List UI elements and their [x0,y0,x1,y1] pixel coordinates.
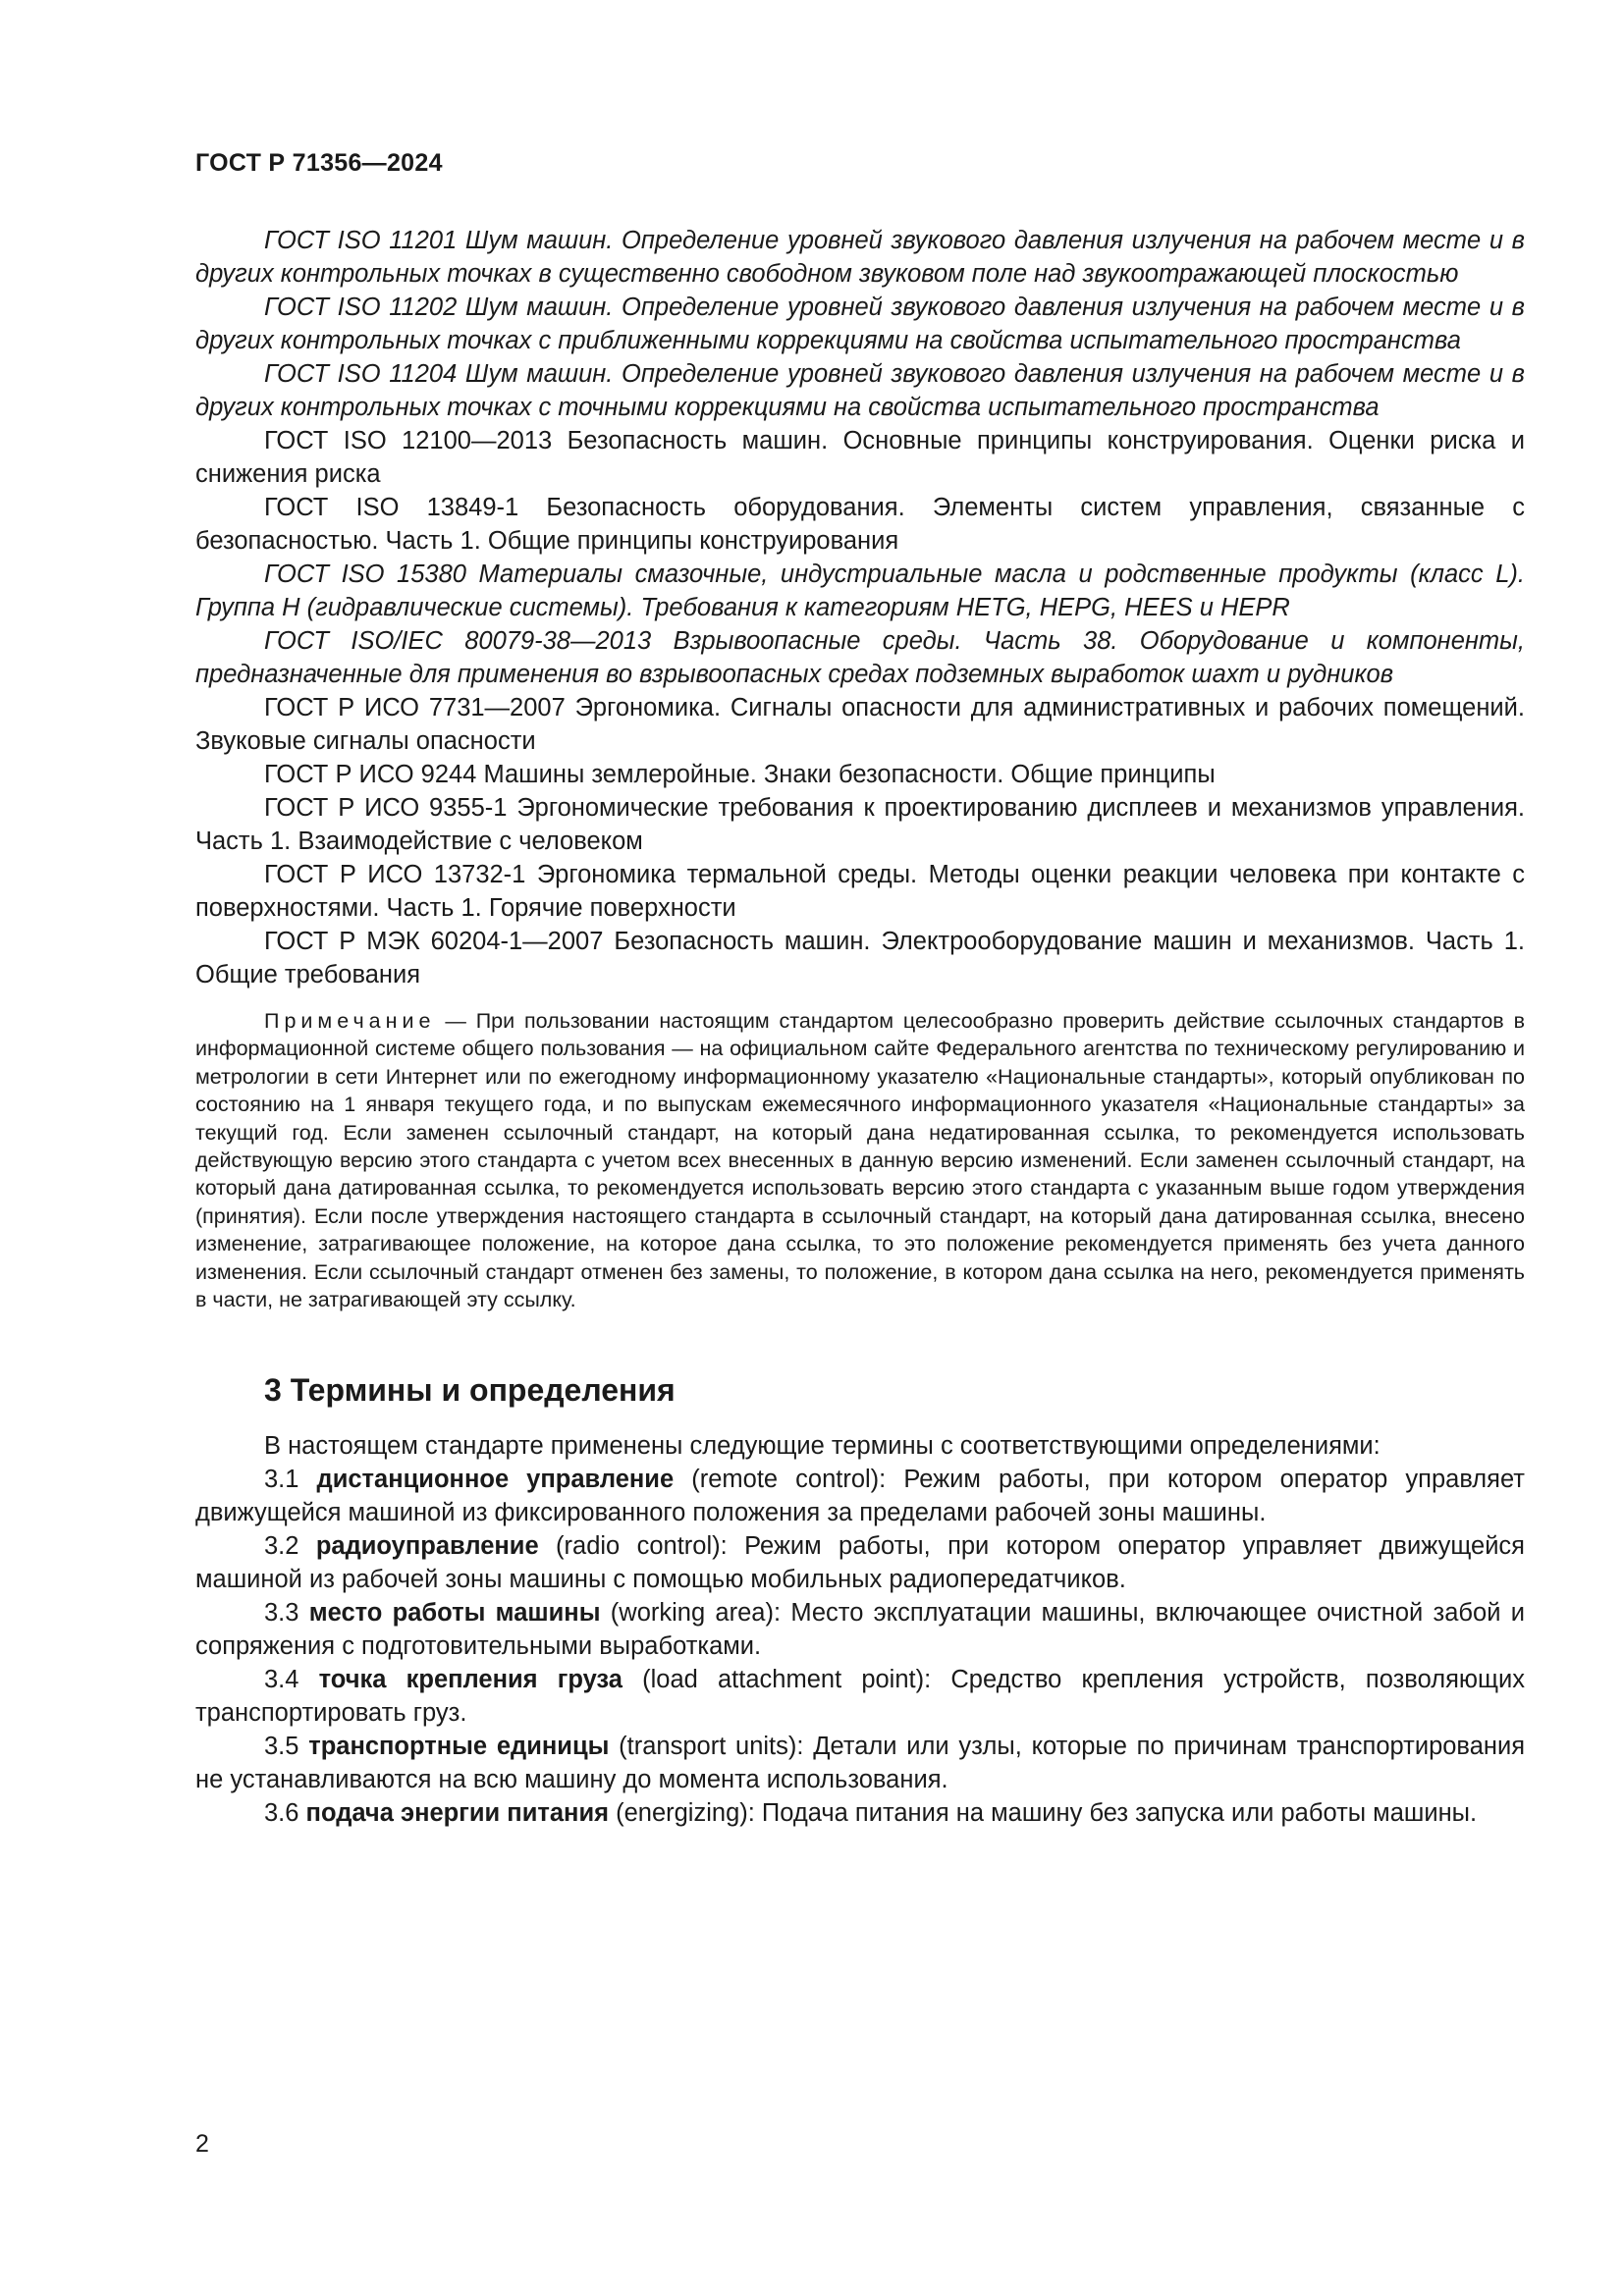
term-name: место работы машины [308,1599,601,1628]
reference-item: ГОСТ Р ИСО 13732-1 Эргономика термальной среды. Методы оценки реакции человека при контакте с поверхностями. Часть 1. Горячие поверхности [195,861,1525,922]
note-paragraph [195,1007,1525,1313]
terms-list [195,1463,1525,1830]
term-number: 3.5 [264,1733,299,1761]
term-definition [195,1529,1525,1596]
reference-item: ГОСТ ISO 11204 Шум машин. Определение уровней звукового давления излучения на рабочем месте и в других контрольных точках с точными коррекциями на свойства испытательного пространства [195,360,1525,421]
page-number: 2 [195,2130,209,2158]
reference-item: ГОСТ ISO/IEC 80079-38—2013 Взрывоопасные среды. Часть 38. Оборудование и компоненты, предназначенные для применения во взрывоопасных средах подземных выработок шахт и рудников [195,627,1525,688]
term-english: (radio control): [556,1532,728,1561]
term-text: Подача питания на машину без запуска или работы машины. [761,1799,1478,1828]
term-definition [195,1663,1525,1730]
term-name: точка крепления груза [318,1666,623,1694]
reference-item: ГОСТ Р МЭК 60204-1—2007 Безопасность машин. Электрооборудование машин и механизмов. Часть 1. Общие требования [195,928,1525,988]
term-text: Место эксплуатации машины, включающее очистной забой и сопряжения с подготовительными выработками. [195,1599,1525,1661]
term-number: 3.6 [264,1799,299,1828]
term-text: Средство крепления устройств, позволяющих транспортировать груз. [195,1666,1525,1728]
section-heading: 3 Термины и определения [264,1372,676,1409]
term-english: (transport units): [619,1733,804,1761]
page-content [195,224,1525,1830]
term-english: (load attachment point): [642,1666,932,1694]
term-name: подача энергии питания [305,1799,609,1828]
term-text: Режим работы, при котором оператор управляет движущейся машиной из рабочей зоны машины с помощью мобильных радиопередатчиков. [195,1532,1525,1594]
reference-item: ГОСТ Р ИСО 7731—2007 Эргономика. Сигналы опасности для административных и рабочих помещений. Звуковые сигналы опасности [195,694,1525,755]
term-english: (remote control): [691,1466,887,1494]
term-number: 3.2 [264,1532,299,1561]
reference-item: ГОСТ ISO 15380 Материалы смазочные, индустриальные масла и родственные продукты (класс L). Группа H (гидравлические системы). Требования к категориям HETG, HEPG, HEES и HEPR [195,561,1525,621]
normative-references-list [195,224,1525,991]
note-label: Примечание [264,1009,436,1033]
term-definition [195,1463,1525,1529]
term-definition [195,1730,1525,1796]
term-text: Режим работы, при котором оператор управляет движущейся машиной из фиксированного положения за пределами рабочей зоны машины. [195,1466,1525,1527]
note-text: При пользовании настоящим стандартом целесообразно проверить действие ссылочных стандартов в информационной системе общего пользования — на официальном сайте Федерального агентства по техническому регулированию и метрологии в сети Интернет или по ежегодному информационному указателю «Национальные стандарты», который опубликован по состоянию на 1 января текущего года, и по выпускам ежемесячного информационного указателя «Национальные стандарты» за текущий год. Если заменен ссылочный стандарт, на который дана недатированная ссылка, то рекомендуется использовать действующую версию этого стандарта с учетом всех внесенных в данную версию изменений. Если заменен ссылочный стандарт, на который дана датированная ссылка, то рекомендуется использовать версию этого стандарта с указанным выше годом утверждения (принятия). Если после утверждения настоящего стандарта в ссылочный стандарт, на который дана датированная ссылка, внесено изменение, затрагивающее положение, на которое дана ссылка, то это положение рекомендуется применять без учета данного изменения. Если ссылочный стандарт отменен без замены, то положение, в котором дана ссылка на него, рекомендуется применять в части, не затрагивающей эту ссылку. [195,1009,1525,1312]
reference-item: ГОСТ ISO 13849-1 Безопасность оборудования. Элементы систем управления, связанные с безопасностью. Часть 1. Общие принципы конструирования [195,494,1525,555]
reference-item: ГОСТ Р ИСО 9244 Машины землеройные. Знаки безопасности. Общие принципы [264,761,1216,788]
reference-item: ГОСТ Р ИСО 9355-1 Эргономические требования к проектированию дисплеев и механизмов управления. Часть 1. Взаимодействие с человеком [195,794,1525,855]
term-definition [195,1596,1525,1663]
reference-item: ГОСТ ISO 11202 Шум машин. Определение уровней звукового давления излучения на рабочем месте и в других контрольных точках с приближенными коррекциями на свойства испытательного пространства [195,294,1525,354]
term-name: радиоуправление [315,1532,539,1561]
term-english: (working area): [610,1599,782,1628]
standard-designation: ГОСТ Р 71356—2024 [195,149,443,177]
term-number: 3.1 [264,1466,299,1494]
term-text: Детали или узлы, которые по причинам транспортирования не устанавливаются на всю машину до момента использования. [195,1733,1526,1794]
term-english: (energizing): [616,1799,755,1828]
term-number: 3.4 [264,1666,299,1694]
section-intro: В настоящем стандарте применены следующие термины с соответствующими определениями: [264,1432,1380,1461]
reference-item: ГОСТ ISO 11201 Шум машин. Определение уровней звукового давления излучения на рабочем месте и в других контрольных точках в существенно свободном звуковом поле над звукоотражающей плоскостью [195,227,1525,288]
term-name: дистанционное управление [316,1466,675,1494]
term-definition [195,1796,1525,1830]
note-dash: — [435,1009,476,1033]
term-name: транспортные единицы [308,1733,610,1761]
reference-item: ГОСТ ISO 12100—2013 Безопасность машин. Основные принципы конструирования. Оценки риска и снижения риска [195,427,1525,488]
term-number: 3.3 [264,1599,299,1628]
